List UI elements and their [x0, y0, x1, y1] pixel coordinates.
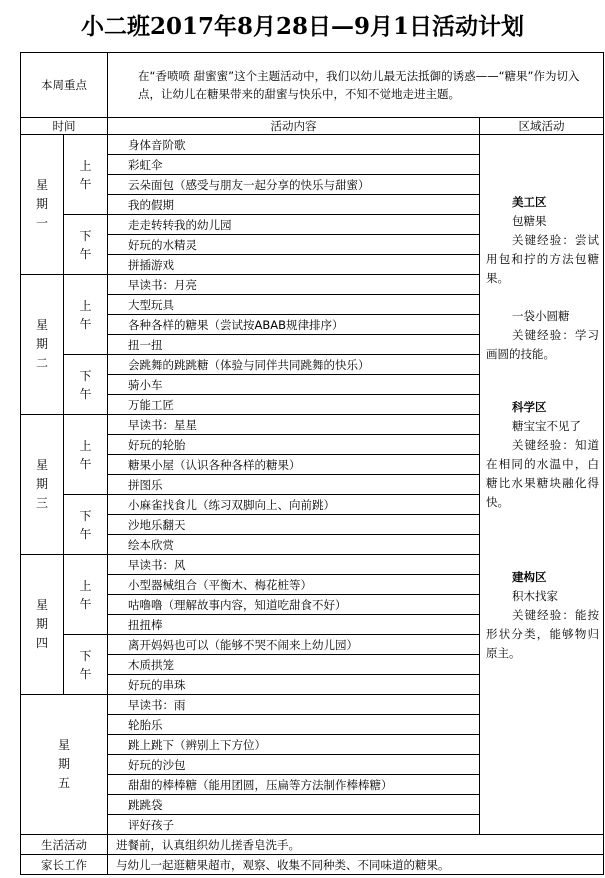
- life-row: [21, 835, 604, 855]
- area-block: [486, 193, 599, 364]
- activity-item: 会跳舞的跳跳糖（体验与同伴共同跳舞的快乐）: [108, 355, 480, 375]
- activity-item: 沙地乐翻天: [108, 515, 480, 535]
- activity-item: 早读书：风: [108, 555, 480, 575]
- parent-label: 家长工作: [21, 855, 108, 875]
- area-item-name: 包糖果: [512, 214, 547, 228]
- activity-item: 跳跳袋: [108, 795, 480, 815]
- area-item-name: 积木找家: [512, 589, 558, 603]
- activity-item: 骑小车: [108, 375, 480, 395]
- activity-item: 评好孩子: [108, 815, 480, 835]
- activity-item: 好玩的水精灵: [108, 235, 480, 255]
- activity-item: 小型器械组合（平衡木、梅花桩等）: [108, 575, 480, 595]
- morning-label: 上 午: [64, 135, 108, 215]
- activity-item: 轮胎乐: [108, 715, 480, 735]
- activity-item: 彩虹伞: [108, 155, 480, 175]
- activity-item: 身体音阶歌: [108, 135, 480, 155]
- afternoon-label: 下 午: [64, 355, 108, 415]
- area-block: [486, 568, 599, 663]
- afternoon-label: 下 午: [64, 635, 108, 695]
- activity-item: 云朵面包（感受与朋友一起分享的快乐与甜蜜）: [108, 175, 480, 195]
- morning-label: 上 午: [64, 415, 108, 495]
- activity-item: 绘本欣赏: [108, 535, 480, 555]
- activity-item: 糖果小屋（认识各种各样的糖果）: [108, 455, 480, 475]
- day-label: 星 期 四: [21, 555, 64, 695]
- activity-row: [21, 135, 604, 155]
- activity-item: 万能工匠: [108, 395, 480, 415]
- header-area: 区域活动: [480, 118, 604, 135]
- activity-item: 跳上跳下（辨别上下方位）: [108, 735, 480, 755]
- focus-label: 本周重点: [21, 53, 108, 118]
- activity-item: 走走转转我的幼儿园: [108, 215, 480, 235]
- activity-item: 我的假期: [108, 195, 480, 215]
- activity-item: 小麻雀找食儿（练习双脚向上、向前跳）: [108, 495, 480, 515]
- activity-item: 扭一扭: [108, 335, 480, 355]
- header-time: 时间: [21, 118, 108, 135]
- activity-item: 大型玩具: [108, 295, 480, 315]
- parent-text: 与幼儿一起逛糖果超市，观察、收集不同种类、不同味道的糖果。: [108, 855, 604, 875]
- area-title: 科学区: [512, 400, 547, 414]
- area-title: 美工区: [512, 195, 547, 209]
- activity-item: 早读书：月亮: [108, 275, 480, 295]
- day-label: 星 期 一: [21, 135, 64, 275]
- activity-item: 好玩的串珠: [108, 675, 480, 695]
- area-block: [486, 398, 599, 512]
- morning-label: 上 午: [64, 275, 108, 355]
- activity-item: 扭扭棒: [108, 615, 480, 635]
- activity-item: 好玩的轮胎: [108, 435, 480, 455]
- activity-item: 拼图乐: [108, 475, 480, 495]
- area-title: 建构区: [512, 570, 547, 584]
- activity-item: 好玩的沙包: [108, 755, 480, 775]
- activity-item: 早读书：雨: [108, 695, 480, 715]
- days-body: [21, 135, 604, 835]
- activity-item: 甜甜的棒棒糖（能用团圆，压扁等方法制作棒棒糖）: [108, 775, 480, 795]
- afternoon-label: 下 午: [64, 495, 108, 555]
- area-activities: [480, 135, 604, 835]
- activity-item: 早读书：星星: [108, 415, 480, 435]
- life-text: 进餐前，认真组织幼儿搓香皂洗手。: [108, 835, 604, 855]
- activity-item: 离开妈妈也可以（能够不哭不闹来上幼儿园）: [108, 635, 480, 655]
- morning-label: 上 午: [64, 555, 108, 635]
- focus-row: [21, 53, 604, 118]
- area-item-name: 一袋小圆糖: [512, 309, 570, 323]
- day-label: 星 期 五: [21, 695, 108, 835]
- activity-item: 各种各样的糖果（尝试按ABAB规律排序）: [108, 315, 480, 335]
- day-label: 星 期 二: [21, 275, 64, 415]
- afternoon-label: 下 午: [64, 215, 108, 275]
- page-title: 小二班2017年8月28日—9月1日活动计划: [80, 13, 525, 40]
- activity-item: 木质拱笼: [108, 655, 480, 675]
- area-item-text: 关键经验：学习画圆的技能。: [486, 328, 600, 361]
- plan-table: [20, 52, 604, 875]
- header-row: [21, 118, 604, 135]
- area-item-text: 关键经验：知道在相同的水温中，白糖比水果糖块融化得快。: [486, 438, 600, 509]
- parent-row: [21, 855, 604, 875]
- life-label: 生活活动: [21, 835, 108, 855]
- focus-text: 在“香喷喷 甜蜜蜜”这个主题活动中，我们以幼儿最无法抵御的诱惑——“糖果”作为切入点，让幼儿在糖果带来的甜蜜与快乐中，不知不觉地走进主题。: [108, 53, 604, 118]
- area-item-text: 关键经验：尝试用包和拧的方法包糖果。: [486, 233, 600, 285]
- day-label: 星 期 三: [21, 415, 64, 555]
- area-item-text: 关键经验：能按形状分类，能够物归原主。: [486, 608, 600, 660]
- activity-item: 咕噜噜（理解故事内容，知道吃甜食不好）: [108, 595, 480, 615]
- header-content: 活动内容: [108, 118, 480, 135]
- area-item-name: 糖宝宝不见了: [512, 419, 581, 433]
- activity-item: 拼插游戏: [108, 255, 480, 275]
